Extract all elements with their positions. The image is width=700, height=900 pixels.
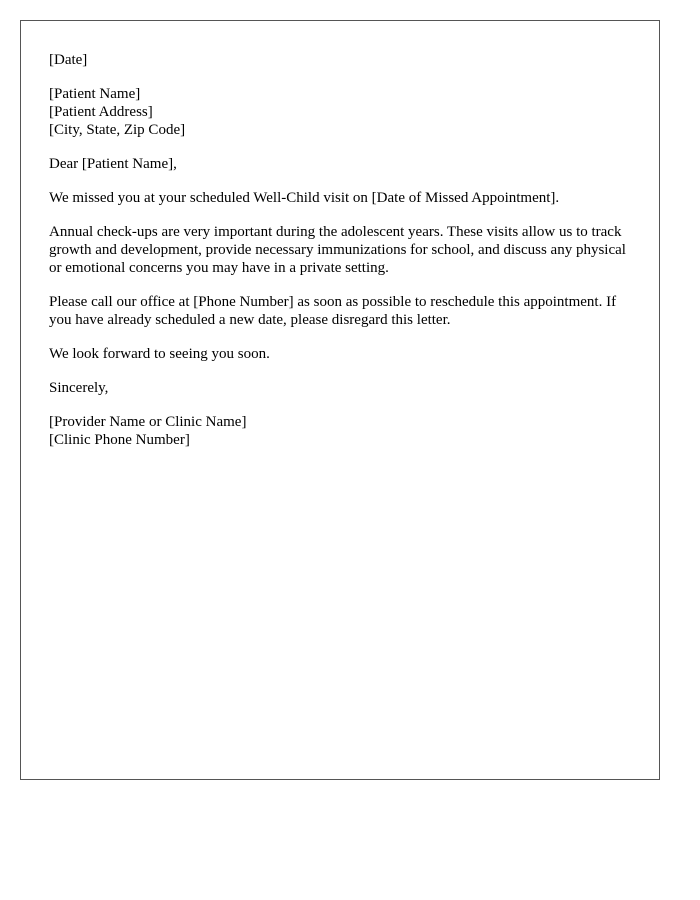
- patient-name: [Patient Name]: [49, 86, 141, 102]
- date-line: [49, 51, 631, 69]
- letter-date: [Date]: [49, 52, 88, 68]
- city-state-zip: [City, State, Zip Code]: [49, 122, 186, 138]
- checkup-importance-paragraph: Annual check-ups are very important during the adolescent years. These visits allow us to track growth and development, provide necessary immunizations for school, and discuss any physical or emotional concerns you may have in a private setting.: [49, 224, 626, 276]
- missed-visit-paragraph: We missed you at your scheduled Well-Child visit on [Date of Missed Appointment].: [49, 190, 560, 206]
- letter-page: [20, 20, 660, 780]
- closing: [49, 379, 631, 397]
- salutation: [49, 155, 631, 173]
- look-forward-paragraph: We look forward to seeing you soon.: [49, 346, 270, 362]
- reschedule-paragraph: Please call our office at [Phone Number] as soon as possible to reschedule this appointment. If you have already scheduled a new date, please disregard this letter.: [49, 294, 617, 328]
- recipient-address: [49, 85, 631, 139]
- patient-address: [Patient Address]: [49, 104, 153, 120]
- salutation-text: Dear [Patient Name],: [49, 156, 177, 172]
- provider-name: [Provider Name or Clinic Name]: [49, 414, 247, 430]
- clinic-phone: [Clinic Phone Number]: [49, 432, 190, 448]
- signature-block: [49, 413, 631, 449]
- closing-text: Sincerely,: [49, 380, 109, 396]
